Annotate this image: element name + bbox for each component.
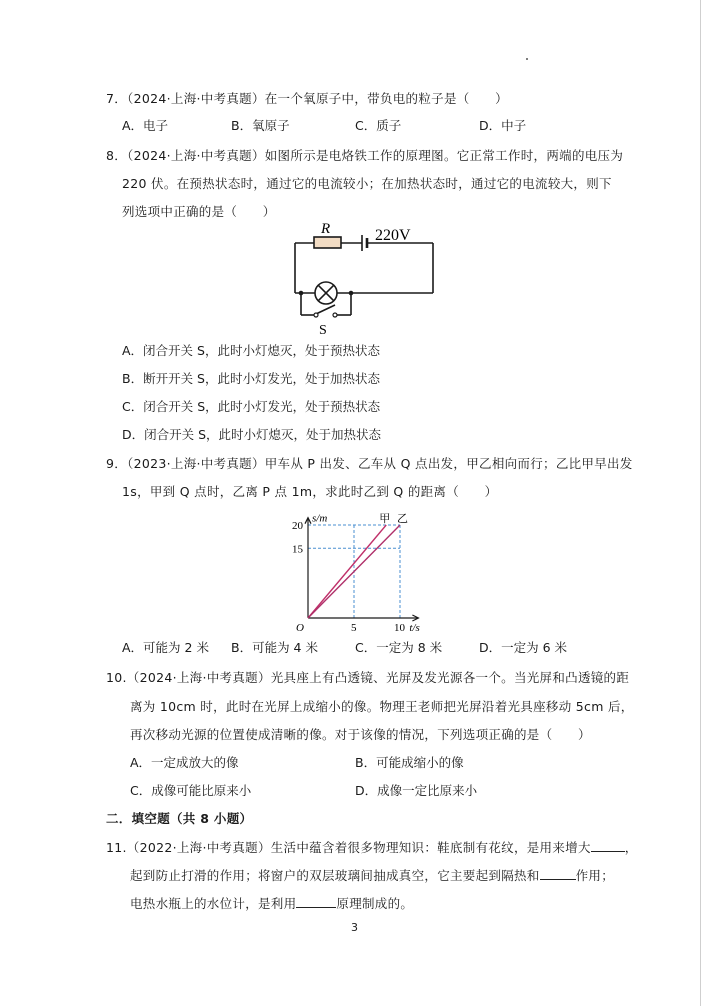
- q11-line-1: [106, 839, 638, 856]
- q8-option-b: B．断开开关 S，此时小灯发光，处于加热状态: [122, 371, 380, 386]
- q10-stem-line-3: 再次移动光源的位置使成清晰的像。对于该像的情况，下列选项正确的是（ ）: [130, 727, 591, 742]
- q11-line-2-tail: 作用；: [575, 868, 615, 883]
- q9-stem-line-1: 9．（2023·上海·中考真题）甲车从 P 出发、乙车从 Q 点出发，甲乙相向而行；乙比甲早出发: [106, 456, 633, 471]
- q8-stem-line-3: 列选项中正确的是（ ）: [122, 204, 276, 219]
- x-tick-label-5: 5: [351, 622, 357, 634]
- q11-blank-3: [296, 895, 336, 908]
- q9-option-c: C．一定为 8 米: [355, 640, 443, 655]
- series-label-2: 乙: [397, 513, 408, 525]
- q8-stem-line-2: 220 伏。在预热状态时，通过它的电流较小；在加热状态时，通过它的电流较大，则下: [122, 176, 612, 191]
- q9-option-a: A．可能为 2 米: [122, 640, 209, 655]
- q11-line-3-tail: 原理制成的。: [336, 896, 414, 911]
- q11-blank-1: [591, 839, 625, 852]
- q7-option-b: B．氧原子: [231, 118, 290, 133]
- x-tick-label-10: 10: [394, 622, 405, 634]
- q10-option-a: A．一定成放大的像: [130, 755, 239, 770]
- q7-option-a: A．电子: [122, 118, 169, 133]
- q7-stem: 7．（2024·上海·中考真题）在一个氧原子中，带负电的粒子是（ ）: [106, 91, 508, 106]
- q9-stem-line-2: 1s，甲到 Q 点时，乙离 P 点 1m，求此时乙到 Q 的距离（ ）: [122, 484, 498, 499]
- q10-option-c: C．成像可能比原来小: [130, 783, 252, 798]
- q11-line-2-text: 起到防止打滑的作用；将窗户的双层玻璃间抽成真空，它主要起到隔热和: [130, 868, 540, 883]
- y-tick-label-20: 20: [292, 520, 303, 532]
- q11-line-3-text: 电热水瓶上的水位计，是利用: [130, 896, 297, 911]
- q9-option-d: D．一定为 6 米: [479, 640, 568, 655]
- q9-option-b: B．可能为 4 米: [231, 640, 318, 655]
- q10-option-b: B．可能成缩小的像: [355, 755, 464, 770]
- q8-option-d: D．闭合开关 S，此时小灯熄灭，处于加热状态: [122, 427, 382, 442]
- section-heading: 二．填空题（共 8 小题）: [106, 811, 253, 826]
- q10-option-d: D．成像一定比原来小: [355, 783, 478, 798]
- switch-label: S: [319, 323, 327, 338]
- series-line-1: [308, 525, 386, 618]
- q8-stem-line-1: 8．（2024·上海·中考真题）如图所示是电烙铁工作的原理图。它正常工作时，两端的电压为: [106, 148, 624, 163]
- switch-blade: [316, 305, 335, 314]
- q11-line-1-tail: ，: [624, 840, 638, 855]
- origin-label: O: [296, 622, 304, 634]
- st-graph: [284, 506, 444, 634]
- q10-stem-line-1: 10.（2024·上海·中考真题）光具座上有凸透镜、光屏及发光源各一个。当光屏和凸透镜的距: [106, 670, 630, 685]
- page-number: 3: [351, 921, 358, 934]
- q11-line-3: [130, 895, 413, 912]
- q10-stem-line-2: 离为 10cm 时，此时在光屏上成缩小的像。物理王老师把光屏沿着光具座移动 5cm 后，: [130, 699, 634, 714]
- q8-option-a: A．闭合开关 S，此时小灯熄灭，处于预热状态: [122, 343, 380, 358]
- page-edge: [700, 0, 701, 1006]
- q7-option-c: C．质子: [355, 118, 402, 133]
- resistor-symbol: [314, 237, 341, 248]
- resistor-label: R: [321, 221, 331, 237]
- series-line-2: [308, 525, 400, 618]
- scan-dot: [526, 58, 528, 60]
- x-axis-label: t/s: [409, 622, 420, 634]
- voltage-label: 220V: [375, 227, 411, 244]
- y-axis-label: s/m: [312, 512, 328, 525]
- q7-option-d: D．中子: [479, 118, 527, 133]
- q8-option-c: C．闭合开关 S，此时小灯发光，处于预热状态: [122, 399, 381, 414]
- q11-line-1-text: 11.（2022·上海·中考真题）生活中蕴含着很多物理知识：鞋底制有花纹，是用来增大: [106, 840, 591, 855]
- q11-blank-2: [540, 867, 576, 880]
- q11-line-2: [130, 867, 614, 884]
- y-tick-label-15: 15: [292, 543, 303, 556]
- series-label-1: 甲: [379, 513, 391, 525]
- circuit-diagram: [285, 218, 445, 338]
